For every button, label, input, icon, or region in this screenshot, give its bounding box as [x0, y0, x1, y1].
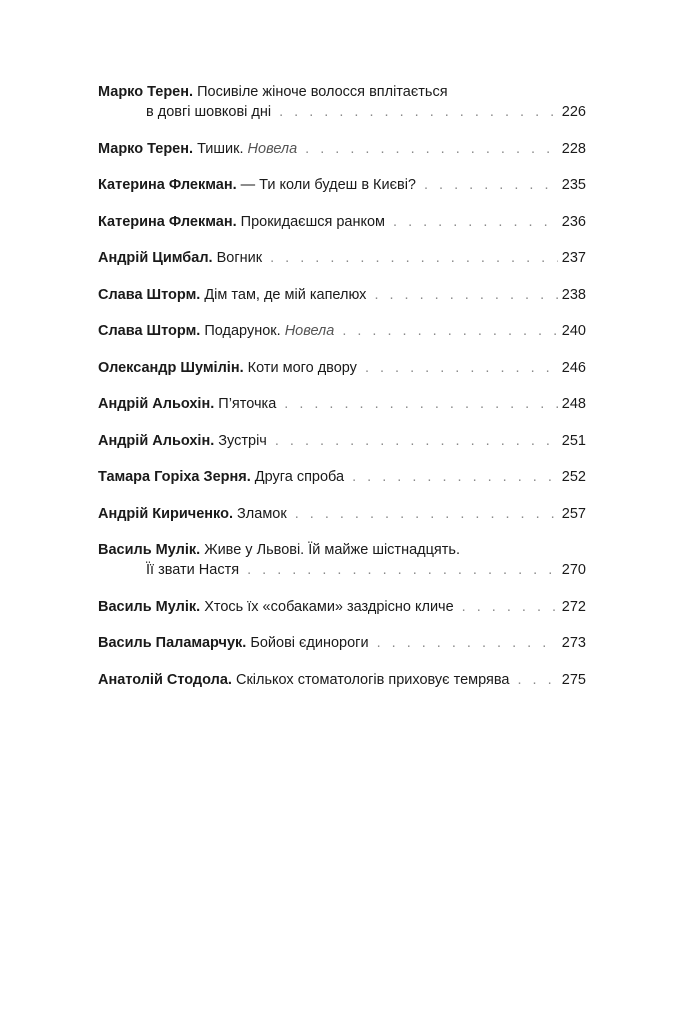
dot-leader: [377, 633, 558, 653]
toc-title: Тишик.: [197, 140, 244, 157]
toc-entry[interactable]: [98, 504, 586, 524]
toc-title: Друга спроба: [254, 469, 345, 485]
toc-entry[interactable]: [98, 467, 586, 487]
toc-entry[interactable]: [98, 212, 586, 232]
toc-author: Андрій Цимбал.: [98, 250, 213, 266]
toc-entry[interactable]: [98, 540, 586, 580]
toc-title: — Ти коли будеш в Києві?: [240, 177, 416, 193]
toc-author: Катерина Флекман.: [98, 213, 237, 230]
toc-page-number: 226: [561, 104, 586, 120]
toc-page-number: 273: [561, 635, 586, 651]
toc-entry-line: [98, 212, 586, 232]
toc-page-number: 235: [561, 177, 586, 193]
toc-entry-line: [98, 248, 586, 268]
toc-author: Марко Терен.: [98, 140, 194, 157]
toc-title: Вогник: [216, 250, 263, 266]
dot-leader: [295, 504, 558, 524]
toc-page-number: 228: [561, 140, 586, 157]
toc-genre: Новела: [284, 323, 335, 339]
dot-leader: [270, 248, 558, 268]
toc-entry-line: [98, 597, 586, 617]
dot-leader: [342, 321, 557, 341]
toc-entry-line: [98, 358, 586, 378]
toc-title: Хтось їх «собаками» заздрісно кличе: [204, 598, 454, 615]
toc-title: Скількох стоматологів приховує темрява: [235, 671, 510, 688]
dot-leader: [284, 394, 558, 414]
toc-author: Слава Шторм.: [98, 286, 201, 303]
toc-title-continuation: в довгі шовкові дні: [146, 104, 272, 120]
toc-entry-line: [98, 670, 586, 690]
toc-page-number: 236: [561, 213, 586, 230]
toc-author: Андрій Альохін.: [98, 432, 215, 449]
toc-title: Живе у Львові. Їй майже шістнадцять.: [204, 542, 460, 558]
dot-leader: [517, 670, 557, 690]
dot-leader: [424, 175, 558, 195]
dot-leader: [305, 139, 558, 159]
toc-title: Прокидаєшся ранком: [240, 213, 386, 230]
dot-leader: [352, 467, 558, 487]
toc-title-continuation: Її звати Настя: [146, 562, 240, 578]
toc-author: Тамара Горіха Зерня.: [98, 469, 251, 485]
toc-page-number: 246: [561, 359, 586, 376]
toc-entry[interactable]: [98, 139, 586, 159]
toc-page-number: 275: [561, 671, 586, 688]
toc-genre: Новела: [247, 140, 298, 157]
toc-entry-line: [98, 175, 586, 195]
toc-page-number: 272: [561, 598, 586, 615]
toc-author: Марко Терен.: [98, 84, 194, 100]
dot-leader: [365, 358, 558, 378]
toc-title: Подарунок.: [204, 323, 281, 339]
toc-page-number: 240: [561, 323, 586, 339]
toc-page-number: 270: [561, 562, 586, 578]
toc-title: Зустріч: [218, 432, 267, 449]
toc-page-number: 248: [561, 396, 586, 412]
toc-entry[interactable]: [98, 431, 586, 451]
toc-page-number: 238: [561, 286, 586, 303]
dot-leader: [393, 212, 558, 232]
toc-entry-line: [98, 394, 586, 414]
toc-entry[interactable]: [98, 394, 586, 414]
toc-entry[interactable]: [98, 633, 586, 653]
toc-entry-line: [98, 633, 586, 653]
dot-leader: [374, 285, 557, 305]
toc-title: Зламок: [237, 505, 287, 522]
toc-entry[interactable]: [98, 321, 586, 341]
toc-author: Андрій Альохін.: [98, 396, 215, 412]
toc-entry-continuation: [98, 560, 586, 580]
toc-author: Слава Шторм.: [98, 323, 201, 339]
table-of-contents: [98, 82, 586, 706]
toc-title: Посивіле жіноче волосся вплітається: [197, 84, 448, 100]
toc-author: Анатолій Стодола.: [98, 671, 232, 688]
toc-entry-line: [98, 285, 586, 305]
toc-author: Василь Паламарчук.: [98, 635, 247, 651]
toc-entry[interactable]: [98, 175, 586, 195]
toc-title: П’яточка: [218, 396, 277, 412]
toc-page-number: 251: [561, 432, 586, 449]
dot-leader: [275, 431, 558, 451]
toc-entry-line: [98, 82, 586, 102]
toc-entry-line: [98, 321, 586, 341]
dot-leader: [462, 597, 558, 617]
toc-page-number: 237: [561, 250, 586, 266]
toc-entry[interactable]: [98, 597, 586, 617]
toc-entry[interactable]: [98, 248, 586, 268]
toc-page-number: 252: [561, 469, 586, 485]
toc-entry-continuation: [98, 102, 586, 122]
dot-leader: [279, 102, 558, 122]
toc-author: Василь Мулік.: [98, 598, 201, 615]
toc-title: Бойові єдинороги: [250, 635, 369, 651]
toc-entry[interactable]: [98, 285, 586, 305]
toc-author: Андрій Кириченко.: [98, 505, 233, 522]
toc-entry[interactable]: [98, 670, 586, 690]
toc-entry[interactable]: [98, 358, 586, 378]
toc-page-number: 257: [561, 505, 586, 522]
toc-entry-line: [98, 504, 586, 524]
toc-entry-line: [98, 467, 586, 487]
toc-author: Василь Мулік.: [98, 542, 201, 558]
toc-title: Коти мого двору: [247, 359, 357, 376]
toc-entry[interactable]: [98, 82, 586, 122]
dot-leader: [247, 560, 558, 580]
toc-title: Дім там, де мій капелюх: [204, 286, 367, 303]
toc-author: Катерина Флекман.: [98, 177, 237, 193]
toc-entry-line: [98, 139, 586, 159]
toc-entry-line: [98, 540, 586, 560]
toc-author: Олександр Шумілін.: [98, 359, 244, 376]
toc-entry-line: [98, 431, 586, 451]
